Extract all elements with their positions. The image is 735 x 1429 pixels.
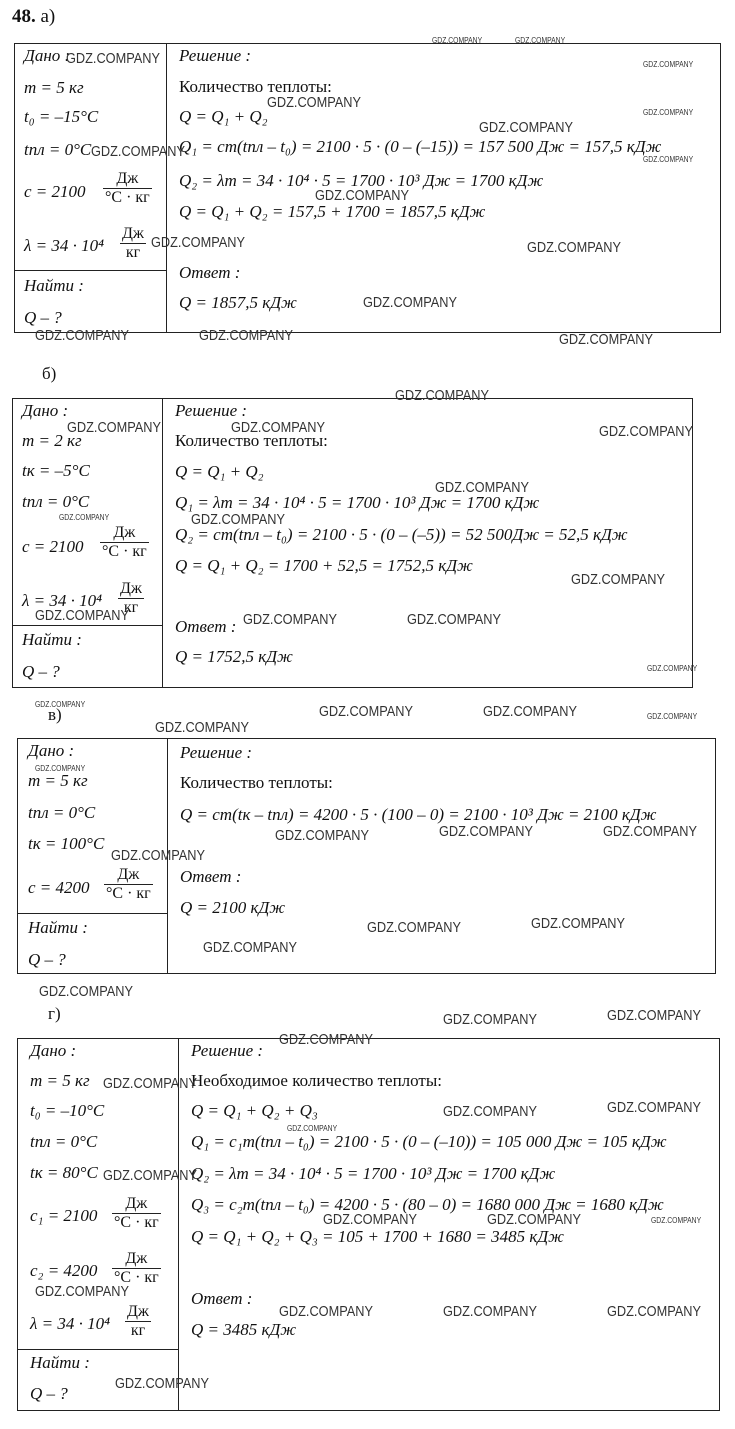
watermark: GDZ.COMPANY [67,419,161,436]
watermark: GDZ.COMPANY [35,327,129,344]
solution-header: Решение : [175,401,248,420]
watermark: GDZ.COMPANY [267,94,361,111]
answer-header: Ответ : [179,263,241,282]
watermark: GDZ.COMPANY [35,764,86,773]
given-item: tпл = 0°C [30,1132,98,1151]
watermark: GDZ.COMPANY [231,419,325,436]
watermark: GDZ.COMPANY [287,1124,338,1133]
answer-value: Q = 3485 кДж [191,1320,297,1339]
solution-header: Решение : [191,1041,264,1060]
solution-line: Q = Q₁ + Q₂ = 1700 + 52,5 = 1752,5 кДж [175,556,473,575]
given-item: t₀ = –15°C [24,107,99,126]
solution-line: Q = Q₁ + Q₂ = 157,5 + 1700 = 1857,5 кДж [179,202,486,221]
answer-header: Ответ : [175,617,237,636]
solution-line: Q₂ = λm = 34 · 10⁴ · 5 = 1700 · 10³ Дж = 1700 кДж [191,1164,556,1183]
watermark: GDZ.COMPANY [319,703,413,720]
watermark: GDZ.COMPANY [603,823,697,840]
given-item: m = 5 кг [30,1071,90,1090]
solution-intro: Количество теплоты: [179,77,332,96]
solution-line: Q = Q₁ + Q₂ + Q₃ = 105 + 1700 + 1680 = 3485 кДж [191,1227,564,1246]
watermark: GDZ.COMPANY [479,119,573,136]
problem-title [12,6,55,28]
given-header: Дано : [22,401,69,420]
find-header: Найти : [22,630,82,649]
watermark: GDZ.COMPANY [531,915,625,932]
given-item: tпл = 0°C [28,803,96,822]
unit-fraction: Дж кг [122,225,144,261]
given-item: c = 2100 [22,537,84,556]
watermark: GDZ.COMPANY [115,1375,209,1392]
find-unknown: Q – ? [22,662,60,681]
watermark: GDZ.COMPANY [155,719,249,736]
watermark: GDZ.COMPANY [103,1167,197,1184]
watermark: GDZ.COMPANY [367,919,461,936]
find-header: Найти : [24,276,84,295]
given-item: m = 2 кг [22,431,82,450]
given-item: m = 5 кг [24,78,84,97]
solution-intro: Необходимое количество теплоты: [191,1071,443,1090]
solution-line: Q₁ = λm = 34 · 10⁴ · 5 = 1700 · 10³ Дж = 1700 кДж [175,493,540,512]
solution-line: Q₃ = c₂m(tпл – t₀) = 4200 · 5 · (80 – 0) = 1680 000 Дж = 1680 кДж [191,1195,664,1214]
solution-line: Q₂ = λm = 34 · 10⁴ · 5 = 1700 · 10³ Дж = 1700 кДж [179,171,544,190]
answer-value: Q = 1857,5 кДж [179,293,297,312]
watermark: GDZ.COMPANY [39,983,133,1000]
watermark: GDZ.COMPANY [395,387,489,404]
solution-intro: Количество теплоты: [180,773,333,792]
watermark: GDZ.COMPANY [599,423,693,440]
watermark: GDZ.COMPANY [35,607,129,624]
given-item: tпл = 0°C [22,492,90,511]
unit-fraction: Дж °C · кг [102,524,147,560]
answer-header: Ответ : [180,867,242,886]
problem-number: 48. [12,6,36,27]
watermark: GDZ.COMPANY [643,60,694,69]
watermark: GDZ.COMPANY [607,1099,701,1116]
watermark: GDZ.COMPANY [279,1031,373,1048]
given-item: c₂ = 4200 [30,1261,98,1280]
watermark: GDZ.COMPANY [443,1303,537,1320]
watermark: GDZ.COMPANY [191,511,285,528]
answer-header: Ответ : [191,1289,253,1308]
watermark: GDZ.COMPANY [66,50,160,67]
find-unknown: Q – ? [24,308,62,327]
unit-fraction: Дж кг [127,1303,149,1339]
given-item: tк = 100°C [28,834,105,853]
unit-fraction: Дж кг [120,580,142,616]
given-item: c = 4200 [28,878,90,897]
watermark: GDZ.COMPANY [643,155,694,164]
solution-line: Q = Q₁ + Q₂ [179,107,268,126]
watermark: GDZ.COMPANY [363,294,457,311]
given-item: λ = 34 · 10⁴ [24,236,104,255]
watermark: GDZ.COMPANY [559,331,653,348]
given-item: λ = 34 · 10⁴ [30,1314,110,1333]
given-item: c = 2100 [24,182,86,201]
solution-line: Q₂ = cm(tпл – t₀) = 2100 · 5 · (0 – (–5)) = 52 500Дж = 52,5 кДж [175,525,628,544]
watermark: GDZ.COMPANY [111,847,205,864]
given-item: t₀ = –10°C [30,1101,105,1120]
watermark: GDZ.COMPANY [59,513,110,522]
solution-header: Решение : [180,743,253,762]
watermark: GDZ.COMPANY [647,664,698,673]
watermark: GDZ.COMPANY [651,1216,702,1225]
watermark: GDZ.COMPANY [279,1303,373,1320]
solution-intro: Количество теплоты: [175,431,328,450]
watermark: GDZ.COMPANY [35,700,86,709]
watermark: GDZ.COMPANY [91,143,185,160]
watermark: GDZ.COMPANY [323,1211,417,1228]
watermark: GDZ.COMPANY [407,611,501,628]
part-label-c: в) [48,705,62,724]
watermark: GDZ.COMPANY [151,234,245,251]
solution-line: Q₁ = c₁m(tпл – t₀) = 2100 · 5 · (0 – (–10)) = 105 000 Дж = 105 кДж [191,1132,667,1151]
watermark: GDZ.COMPANY [199,327,293,344]
unit-fraction: Дж °C · кг [114,1250,159,1286]
solution-header: Решение : [179,46,252,65]
solution-line: Q = Q₁ + Q₂ [175,462,264,481]
find-header: Найти : [30,1353,90,1372]
watermark: GDZ.COMPANY [103,1075,197,1092]
watermark: GDZ.COMPANY [571,571,665,588]
find-unknown: Q – ? [30,1384,68,1403]
watermark: GDZ.COMPANY [315,187,409,204]
watermark: GDZ.COMPANY [647,712,698,721]
watermark: GDZ.COMPANY [203,939,297,956]
find-header: Найти : [28,918,88,937]
watermark: GDZ.COMPANY [607,1303,701,1320]
unit-fraction: Дж °C · кг [106,866,151,902]
watermark: GDZ.COMPANY [607,1007,701,1024]
find-unknown: Q – ? [28,950,66,969]
given-item: m = 5 кг [28,771,88,790]
answer-value: Q = 2100 кДж [180,898,286,917]
given-header: Дано : [28,741,75,760]
watermark: GDZ.COMPANY [527,239,621,256]
given-item: λ = 34 · 10⁴ [22,591,102,610]
unit-fraction: Дж °C · кг [105,170,150,206]
solution-line: Q = cm(tк – tпл) = 4200 · 5 · (100 – 0) = 2100 · 10³ Дж = 2100 кДж [180,805,657,824]
part-label-a: а) [40,6,56,27]
answer-value: Q = 1752,5 кДж [175,647,293,666]
unit-fraction: Дж °C · кг [114,1195,159,1231]
given-header: Дано : [30,1041,77,1060]
given-header: Дано : [24,46,71,65]
watermark: GDZ.COMPANY [35,1283,129,1300]
given-item: tк = –5°C [22,461,90,480]
solution-line: Q₁ = cm(tпл – t₀) = 2100 · 5 · (0 – (–15)) = 157 500 Дж = 157,5 кДж [179,137,662,156]
watermark: GDZ.COMPANY [443,1103,537,1120]
given-item: c₁ = 2100 [30,1206,98,1225]
watermark: GDZ.COMPANY [643,108,694,117]
given-item: tпл = 0°C [24,140,92,159]
part-label-d: г) [48,1004,61,1023]
part-label-b: б) [42,364,57,383]
watermark: GDZ.COMPANY [275,827,369,844]
solution-line: Q = Q₁ + Q₂ + Q₃ [191,1101,318,1120]
watermark: GDZ.COMPANY [483,703,577,720]
watermark: GDZ.COMPANY [435,479,529,496]
watermark: GDZ.COMPANY [439,823,533,840]
watermark: GDZ.COMPANY [432,36,483,45]
given-item: tк = 80°C [30,1163,98,1182]
watermark: GDZ.COMPANY [487,1211,581,1228]
watermark: GDZ.COMPANY [243,611,337,628]
watermark: GDZ.COMPANY [443,1011,537,1028]
watermark: GDZ.COMPANY [515,36,566,45]
